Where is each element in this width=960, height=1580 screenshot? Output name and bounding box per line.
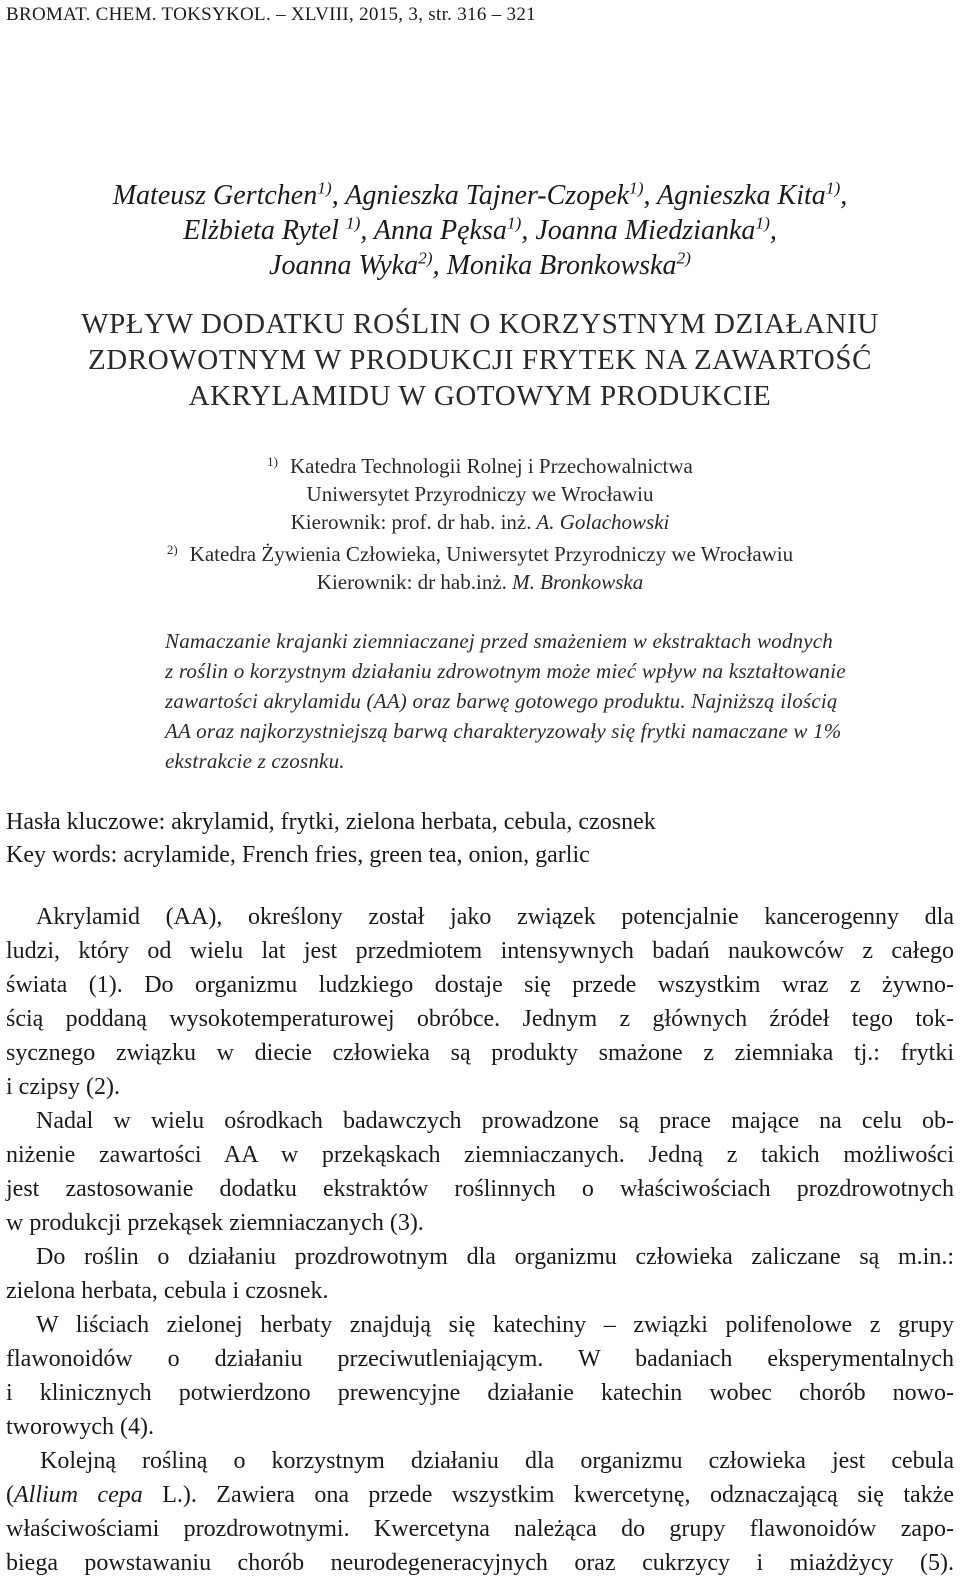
article-body [6, 900, 954, 1580]
author-name: Joanna Miedzianka [535, 215, 756, 246]
keywords [6, 806, 656, 872]
author-line [40, 213, 920, 248]
body-line: Akrylamid (AA), określony został jako związek potencjalnie kancerogenny dla [36, 904, 954, 930]
body-line: Do roślin o działaniu prozdrowotnym dla organizmu człowieka zaliczane są m.in.: [36, 1244, 954, 1270]
head-name: A. Golachowski [531, 510, 670, 534]
body-text: L.). Zawiera ona przede wszystkim kwercetynę, odznaczającą się także [142, 1482, 954, 1508]
article-title [40, 306, 920, 414]
body-line: (Allium cepa L.). Zawiera ona przede wszystkim kwercetynę, odznaczającą się także [6, 1482, 954, 1508]
affiliations [40, 448, 920, 596]
paragraph [6, 1308, 954, 1444]
author-name: Mateusz Gertchen [112, 180, 318, 211]
author-name: Elżbieta Rytel [183, 215, 346, 246]
author-list [40, 178, 920, 283]
author-name: Monika Bronkowska [446, 250, 677, 281]
abstract-line: Namaczanie krajanki ziemniaczanej przed smażeniem w ekstraktach wodnych [165, 629, 833, 653]
author-line [40, 178, 920, 213]
separator: , [331, 180, 346, 211]
journal-header: BROMAT. CHEM. TOKSYKOL. – XLVIII, 2015, 3, str. 316 – 321 [6, 4, 536, 25]
paragraph [6, 900, 954, 1104]
author-affiliation-mark: 2) [418, 248, 433, 268]
body-line: biega powstawaniu chorób neurodegeneracyjnych oraz cukrzycy i miażdżycy (5). [6, 1550, 954, 1576]
body-line: właściwościami prozdrowotnymi. Kwercetyna należąca do grupy flawonoidów zapo- [6, 1516, 954, 1542]
author-affiliation-mark: 1) [825, 178, 841, 198]
body-line: ludzi, który od wielu lat jest przedmiotem intensywnych badań naukowców z całego [6, 938, 954, 964]
author-name: Agnieszka Tajner-Czopek [345, 180, 630, 211]
body-line: w produkcji przekąsek ziemniaczanych (3). [6, 1210, 424, 1236]
paragraph [6, 1240, 954, 1308]
body-line: Kolejną rośliną o korzystnym działaniu dla organizmu człowieka jest cebula [40, 1448, 954, 1474]
affiliation-text: Katedra Technologii Rolnej i Przechowalnictwa [289, 454, 693, 478]
body-line: niżenie zawartości AA w przekąskach ziemniaczanych. Jedną z takich możliwości [6, 1142, 954, 1168]
affiliation-2-head [40, 568, 920, 596]
head-label: Kierownik: dr hab.inż. [316, 570, 507, 594]
affiliation-2-line [40, 536, 920, 568]
body-line: tworowych (4). [6, 1414, 154, 1440]
separator: , [360, 215, 374, 246]
head-name: M. Bronkowska [506, 570, 644, 594]
title-line: WPŁYW DODATKU ROŚLIN O KORZYSTNYM DZIAŁANIU [81, 308, 879, 340]
abstract-line: z roślin o korzystnym działaniu zdrowotnym może mieć wpływ na kształtowanie [165, 659, 846, 683]
body-line: flawonoidów o działaniu przeciwutleniającym. W badaniach eksperymentalnych [6, 1346, 954, 1372]
keywords-polish: Hasła kluczowe: akrylamid, frytki, zielona herbata, cebula, czosnek [6, 809, 656, 835]
abstract-line: AA oraz najkorzystniejszą barwą charakteryzowały się frytki namaczane w 1% [165, 719, 842, 743]
body-line: W liściach zielonej herbaty znajdują się katechiny – związki polifenolowe z grupy [36, 1312, 954, 1338]
body-line: ścią poddaną wysokotemperaturowej obróbce. Jednym z głównych źródeł tego tok- [6, 1006, 954, 1032]
author-name: Anna Pęksa [373, 215, 507, 246]
body-line: świata (1). Do organizmu ludzkiego dostaje się przede wszystkim wraz z żywno- [6, 972, 954, 998]
affiliation-marker: 2) [166, 542, 178, 557]
separator: , [769, 215, 777, 246]
abstract-line: zawartości akrylamidu (AA) oraz barwę gotowego produktu. Najniższą ilością [165, 689, 838, 713]
body-line: zielona herbata, cebula i czosnek. [6, 1278, 329, 1304]
abstract [165, 626, 955, 776]
author-affiliation-mark: 1) [629, 178, 644, 198]
author-name: Joanna Wyka [269, 250, 419, 281]
author-affiliation-mark: 1) [345, 213, 361, 233]
separator: , [643, 180, 658, 211]
abstract-line: ekstrakcie z czosnku. [165, 749, 345, 773]
author-affiliation-mark: 1) [506, 213, 522, 233]
species-name: Allium cepa [14, 1482, 143, 1508]
keywords-english: Key words: acrylamide, French fries, green tea, onion, garlic [6, 842, 590, 868]
affiliation-1-head [40, 508, 920, 536]
affiliation-marker: 1) [267, 454, 278, 469]
body-line: Nadal w wielu ośrodkach badawczych prowadzone są prace mające na celu ob- [36, 1108, 954, 1134]
body-line: sycznego związku w diecie człowieka są produkty smażone z ziemniaka tj.: frytki [6, 1040, 954, 1066]
title-line: ZDROWOTNYM W PRODUKCJI FRYTEK NA ZAWARTOŚĆ [87, 344, 873, 376]
separator: , [432, 250, 447, 281]
body-line: jest zastosowanie dodatku ekstraktów roślinnych o właściwościach prozdrowotnych [6, 1176, 954, 1202]
head-label: Kierownik: prof. dr hab. inż. [290, 510, 532, 534]
separator: , [840, 180, 848, 211]
author-affiliation-mark: 1) [317, 178, 332, 198]
affiliation-text: Katedra Żywienia Człowieka, Uniwersytet Przyrodniczy we Wrocławiu [189, 542, 794, 566]
author-affiliation-mark: 2) [676, 248, 691, 268]
body-line: i czipsy (2). [6, 1074, 120, 1100]
affiliation-1-line [40, 448, 920, 480]
author-line [40, 248, 920, 283]
paragraph [6, 1104, 954, 1240]
body-line: i klinicznych potwierdzono prewencyjne działanie katechin wobec chorób nowo- [6, 1380, 954, 1406]
author-name: Agnieszka Kita [657, 180, 826, 211]
affiliation-1-university: Uniwersytet Przyrodniczy we Wrocławiu [306, 482, 654, 506]
title-line: AKRYLAMIDU W GOTOWYM PRODUKCIE [188, 380, 772, 412]
author-affiliation-mark: 1) [755, 213, 770, 233]
separator: , [521, 215, 536, 246]
paragraph [6, 1444, 954, 1580]
